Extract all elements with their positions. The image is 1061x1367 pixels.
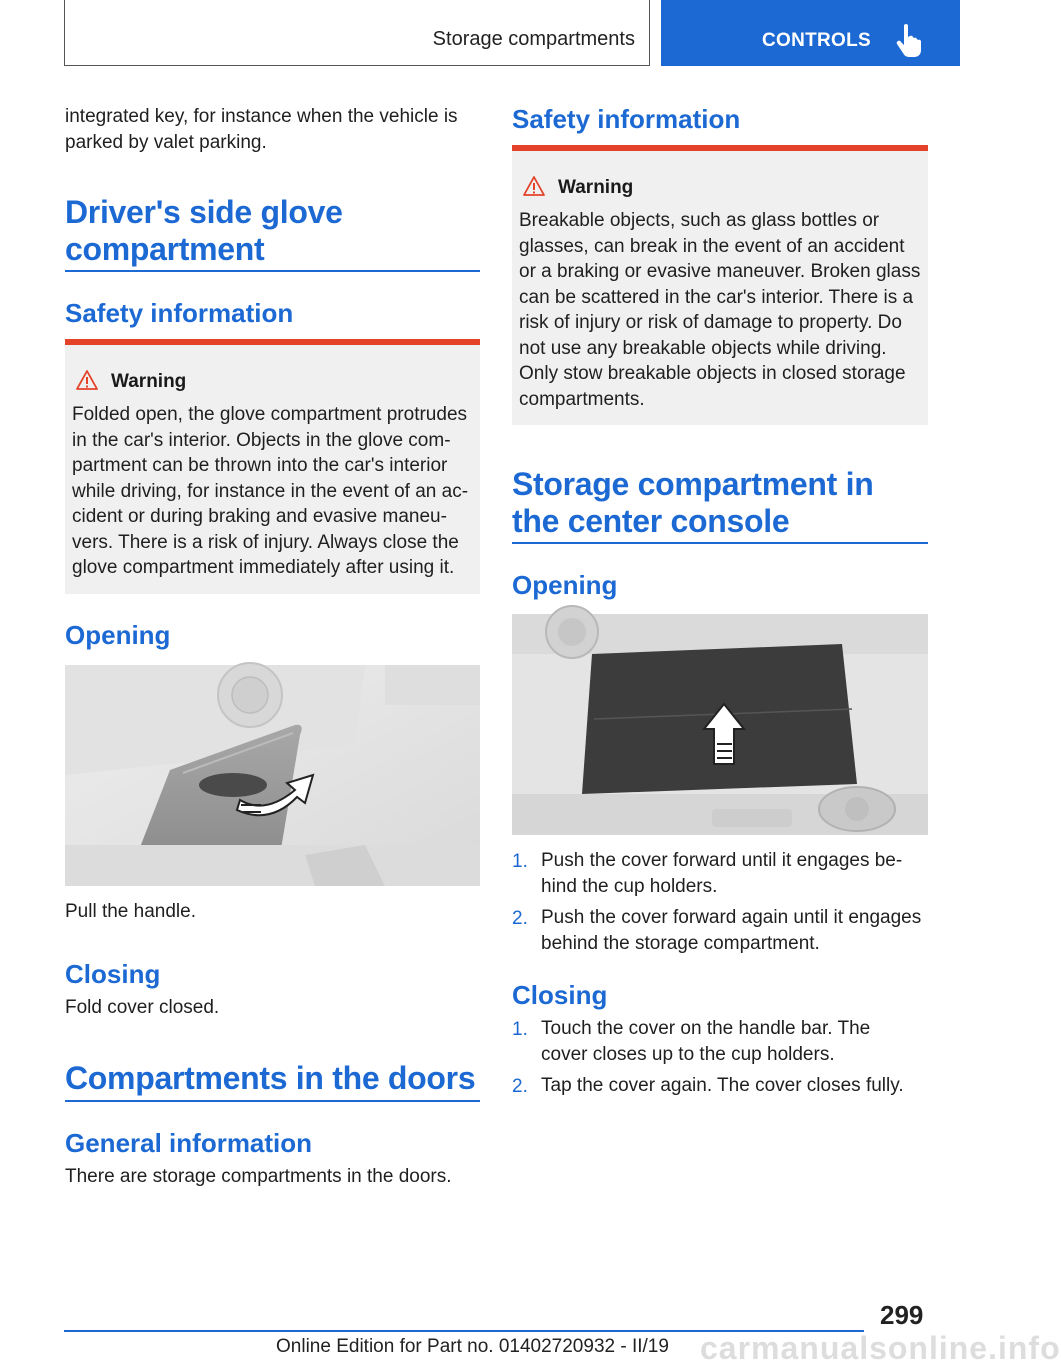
- warning-line: vers. There is a risk of injury. Always close the: [72, 531, 459, 553]
- heading-safety-information: Safety information: [512, 104, 741, 134]
- warning-line: in the car's interior. Objects in the glove com-: [72, 429, 451, 451]
- heading-line: Driver's side glove: [65, 194, 343, 230]
- step-line: hind the cup holders.: [541, 875, 718, 897]
- warning-line: glove compartment immediately after using it.: [72, 557, 455, 578]
- warning-title: Warning: [111, 371, 187, 392]
- page-number: 299: [880, 1300, 924, 1330]
- heading-closing: Closing: [65, 959, 161, 989]
- step-line: behind the storage compartment.: [541, 932, 820, 954]
- warning-line: Breakable objects, such as glass bottles or: [519, 210, 880, 231]
- glove-compartment-illustration: [65, 665, 480, 886]
- step-number: 2.: [512, 908, 528, 929]
- warning-line: while driving, for instance in the event of an ac-: [72, 480, 469, 502]
- step-line: cover closes up to the cup holders.: [541, 1043, 835, 1065]
- closing-text: Fold cover closed.: [65, 997, 220, 1018]
- warning-text: [72, 402, 478, 581]
- warning-line: can be scattered in the car's interior. There is a: [519, 286, 914, 308]
- warning-line: risk of injury or risk of damage to property. Do: [519, 312, 902, 333]
- header-chapter-label: CONTROLS: [762, 30, 872, 51]
- heading-opening: Opening: [512, 570, 618, 600]
- intro-line: parked by valet parking.: [65, 131, 267, 153]
- warning-triangle-icon: [75, 369, 99, 391]
- closing-step-1: [541, 1016, 870, 1067]
- heading-closing: Closing: [512, 980, 608, 1010]
- warning-line: glasses, can break in the event of an accident: [519, 235, 905, 257]
- opening-step-2: [541, 905, 921, 956]
- heading-rule: [65, 270, 480, 272]
- heading-opening: Opening: [65, 620, 171, 650]
- step-number: 1.: [512, 851, 528, 872]
- intro-line: integrated key, for instance when the vehicle is: [65, 106, 458, 127]
- general-information-text: There are storage compartments in the doors.: [65, 1166, 452, 1187]
- heading-rule: [512, 542, 928, 544]
- right-column: [512, 0, 928, 1300]
- warning-line: not use any breakable objects while driving.: [519, 337, 887, 359]
- closing-step-2: [541, 1073, 904, 1099]
- heading-safety-information: Safety information: [65, 298, 294, 328]
- intro-paragraph: [65, 104, 480, 155]
- step-line: Tap the cover again. The cover closes fully.: [541, 1075, 904, 1096]
- warning-line: cident or during braking and evasive maneu-: [72, 506, 447, 527]
- heading-center-console-compartment: [512, 466, 928, 540]
- warning-box: [512, 145, 928, 425]
- pull-handle-text: Pull the handle.: [65, 901, 196, 922]
- footer-edition: Online Edition for Part no. 01402720932 - II/19: [276, 1336, 669, 1357]
- warning-triangle-icon: [522, 175, 546, 197]
- heading-compartments-in-doors: Compartments in the doors: [65, 1060, 476, 1096]
- warning-text: [519, 208, 927, 412]
- step-line: Touch the cover on the handle bar. The: [541, 1018, 871, 1039]
- warning-box: [65, 339, 480, 594]
- heading-rule: [65, 1100, 480, 1102]
- step-number: 1.: [512, 1019, 528, 1040]
- warning-line: Only stow breakable objects in closed storage: [519, 363, 906, 384]
- warning-title: Warning: [558, 177, 634, 198]
- warning-line: or a braking or evasive maneuver. Broken glass: [519, 261, 921, 282]
- watermark: carmanualsonline.info: [700, 1330, 1061, 1366]
- warning-line: Folded open, the glove compartment protrudes: [72, 404, 468, 425]
- heading-line: the center console: [512, 503, 790, 539]
- heading-line: compartment: [65, 231, 265, 267]
- opening-step-1: [541, 848, 902, 899]
- warning-line: compartments.: [519, 388, 645, 410]
- warning-line: partment can be thrown into the car's interior: [72, 455, 448, 476]
- step-line: Push the cover forward until it engages be-: [541, 850, 903, 871]
- step-number: 2.: [512, 1076, 528, 1097]
- header-section-title: Storage compartments: [432, 28, 635, 50]
- step-line: Push the cover forward again until it engages: [541, 907, 922, 928]
- heading-drivers-glove-compartment: [65, 194, 480, 268]
- center-console-illustration: [512, 614, 928, 835]
- left-column: [65, 0, 480, 1300]
- heading-line: Storage compartment in: [512, 466, 874, 502]
- heading-general-information: General information: [65, 1128, 313, 1158]
